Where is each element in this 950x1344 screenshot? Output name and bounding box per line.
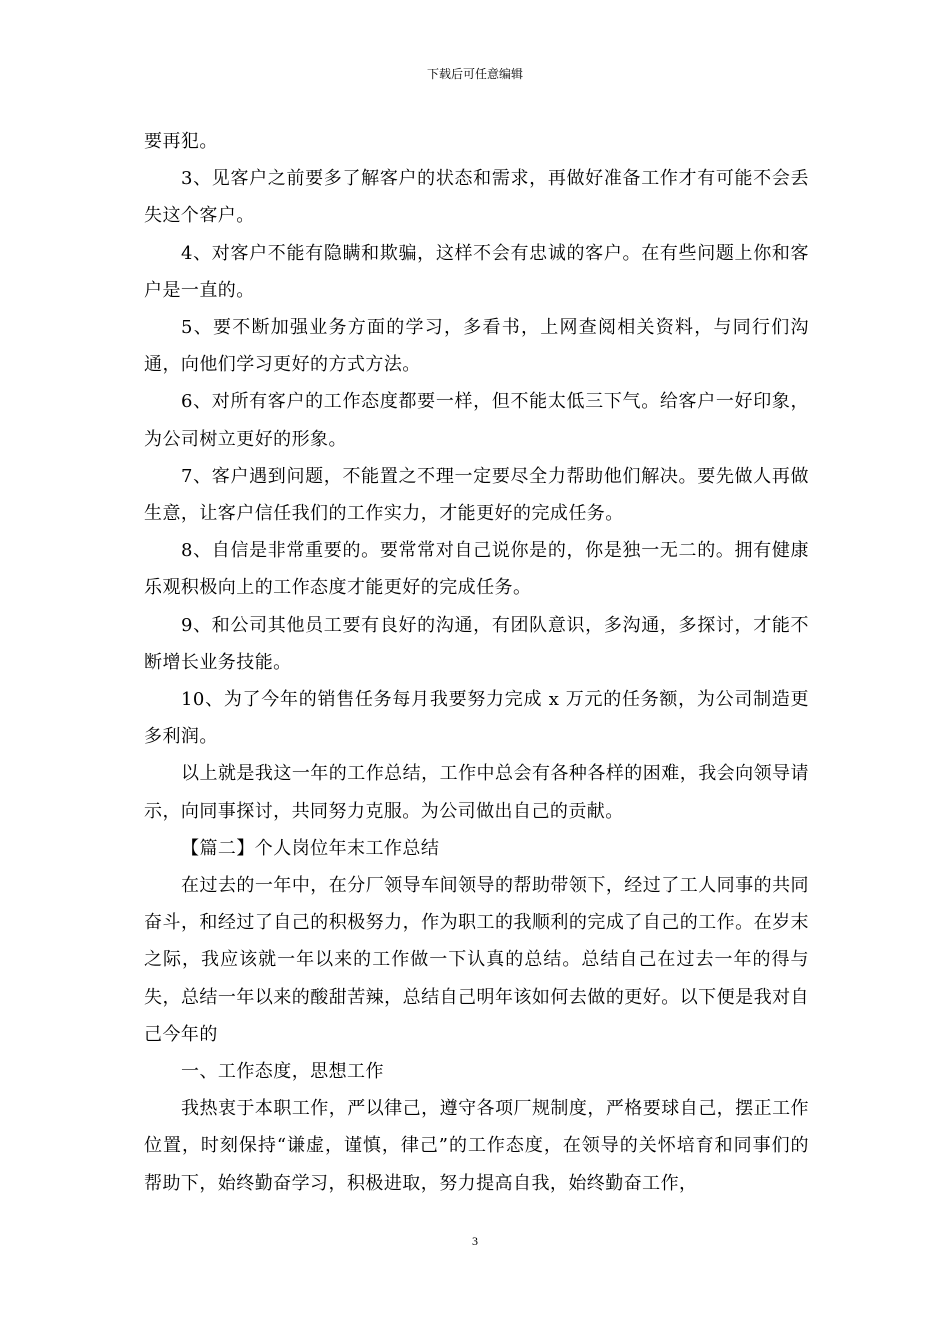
paragraph: 以上就是我这一年的工作总结，工作中总会有各种各样的困难，我会向领导请示，向同事探讨，共同努力克服。为公司做出自己的贡献。 <box>144 763 809 822</box>
subsection-heading: 一、工作态度，思想工作 <box>181 1061 384 1083</box>
paragraph: 5、要不断加强业务方面的学习，多看书，上网查阅相关资料，与同行们沟通，向他们学习更好的方式方法。 <box>144 317 809 376</box>
paragraph: 我热衷于本职工作，严以律己，遵守各项厂规制度，严格要球自己，摆正工作位置，时刻保持“谦虚，谨慎，律己”的工作态度，在领导的关怀培育和同事们的帮助下，始终勤奋学习，积极进取，努力提高自我，始终勤奋工作， <box>144 1098 809 1194</box>
document-body <box>144 123 809 1202</box>
paragraph: 7、客户遇到问题，不能置之不理一定要尽全力帮助他们解决。要先做人再做生意，让客户信任我们的工作实力，才能更好的完成任务。 <box>144 465 809 525</box>
paragraph: 在过去的一年中，在分厂领导车间领导的帮助带领下，经过了工人同事的共同奋斗，和经过了自己的积极努力，作为职工的我顺利的完成了自己的工作。在岁末之际，我应该就一年以来的工作做一下认真的总结。总结自己在过去一年的得与失，总结一年以来的酸甜苦辣，总结自己明年该如何去做的更好。以下便是我对自己今年的 <box>144 875 809 1045</box>
paragraph: 4、对客户不能有隐瞒和欺骗，这样不会有忠诚的客户。在有些问题上你和客户是一直的。 <box>144 242 809 301</box>
section-heading: 【篇二】个人岗位年末工作总结 <box>181 837 440 859</box>
paragraph: 10、为了今年的销售任务每月我要努力完成 x 万元的任务额，为公司制造更多利润。 <box>144 689 809 748</box>
paragraph: 要再犯。 <box>144 131 218 152</box>
paragraph: 3、见客户之前要多了解客户的状态和需求，再做好准备工作才有可能不会丢失这个客户。 <box>144 168 809 227</box>
paragraph: 6、对所有客户的工作态度都要一样，但不能太低三下气。给客户一好印象，为公司树立更好的形象。 <box>144 391 809 450</box>
page-header: 下载后可任意编辑 <box>426 67 523 81</box>
page-number: 3 <box>472 1234 478 1248</box>
paragraph: 9、和公司其他员工要有良好的沟通，有团队意识，多沟通，多探讨，才能不断增长业务技能。 <box>144 614 809 673</box>
paragraph: 8、自信是非常重要的。要常常对自己说你是的，你是独一无二的。拥有健康乐观积极向上的工作态度才能更好的完成任务。 <box>144 540 809 599</box>
